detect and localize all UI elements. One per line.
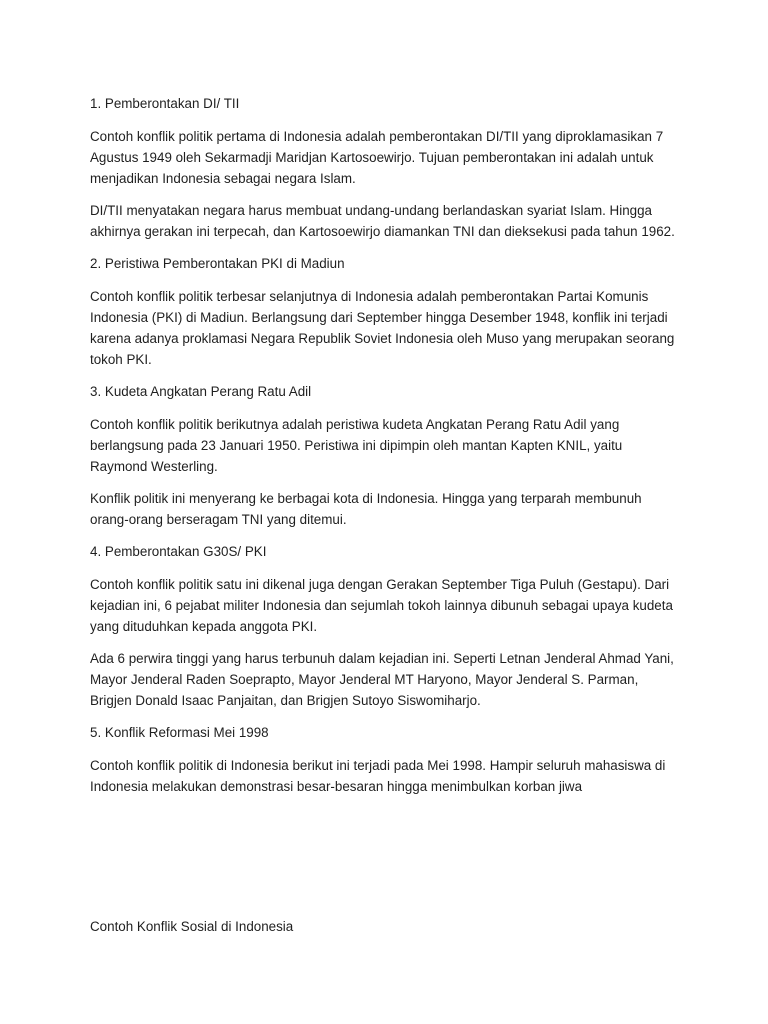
section-2-paragraph-1: Contoh konflik politik terbesar selanjutnya di Indonesia adalah pemberontakan Partai Komunis Indonesia (PKI) di Madiun. Berlangsung dari September hingga Desember 1948, konflik ini terjadi karena adanya proklamasi Negara Republik Soviet Indonesia oleh Muso yang merupakan seorang tokoh PKI. xyxy=(90,289,675,367)
document-body xyxy=(90,93,680,949)
section-4-paragraph-2: Ada 6 perwira tinggi yang harus terbunuh dalam kejadian ini. Seperti Letnan Jenderal Ahmad Yani, Mayor Jenderal Raden Soeprapto, Mayor Jenderal MT Haryono, Mayor Jenderal S. Parman, Brigjen Donald Isaac Panjaitan, dan Brigjen Sutoyo Siswomiharjo. xyxy=(90,651,674,708)
blank-space xyxy=(90,808,680,916)
section-5-paragraph-1: Contoh konflik politik di Indonesia berikut ini terjadi pada Mei 1998. Hampir seluruh mahasiswa di Indonesia melakukan demonstrasi besar-besaran hingga menimbulkan korban jiwa xyxy=(90,758,666,794)
section-3-paragraph-2: Konflik politik ini menyerang ke berbagai kota di Indonesia. Hingga yang terparah membunuh orang-orang berseragam TNI yang ditemui. xyxy=(90,491,642,527)
section-3-paragraph-1: Contoh konflik politik berikutnya adalah peristiwa kudeta Angkatan Perang Ratu Adil yang berlangsung pada 23 Januari 1950. Peristiwa ini dipimpin oleh mantan Kapten KNIL, yaitu Raymond Westerling. xyxy=(90,417,623,474)
section-1-paragraph-1: Contoh konflik politik pertama di Indonesia adalah pemberontakan DI/TII yang diproklamasikan 7 Agustus 1949 oleh Sekarmadji Maridjan Kartosoewirjo. Tujuan pemberontakan ini adalah untuk menjadikan Indonesia sebagai negara Islam. xyxy=(90,129,664,186)
closing-heading: Contoh Konflik Sosial di Indonesia xyxy=(90,919,294,934)
section-5-heading: 5. Konflik Reformasi Mei 1998 xyxy=(90,725,269,740)
section-3-heading: 3. Kudeta Angkatan Perang Ratu Adil xyxy=(90,384,312,399)
section-2-heading: 2. Peristiwa Pemberontakan PKI di Madiun xyxy=(90,256,345,271)
section-1-heading: 1. Pemberontakan DI/ TII xyxy=(90,96,240,111)
section-4-heading: 4. Pemberontakan G30S/ PKI xyxy=(90,544,267,559)
section-4-paragraph-1: Contoh konflik politik satu ini dikenal juga dengan Gerakan September Tiga Puluh (Gestapu). Dari kejadian ini, 6 pejabat militer Indonesia dan sejumlah tokoh lainnya dibunuh sebagai upaya kudeta yang dituduhkan kepada anggota PKI. xyxy=(90,577,673,634)
section-1-paragraph-2: DI/TII menyatakan negara harus membuat undang-undang berlandaskan syariat Islam. Hingga akhirnya gerakan ini terpecah, dan Kartosoewirjo diamankan TNI dan dieksekusi pada tahun 1962. xyxy=(90,203,675,239)
